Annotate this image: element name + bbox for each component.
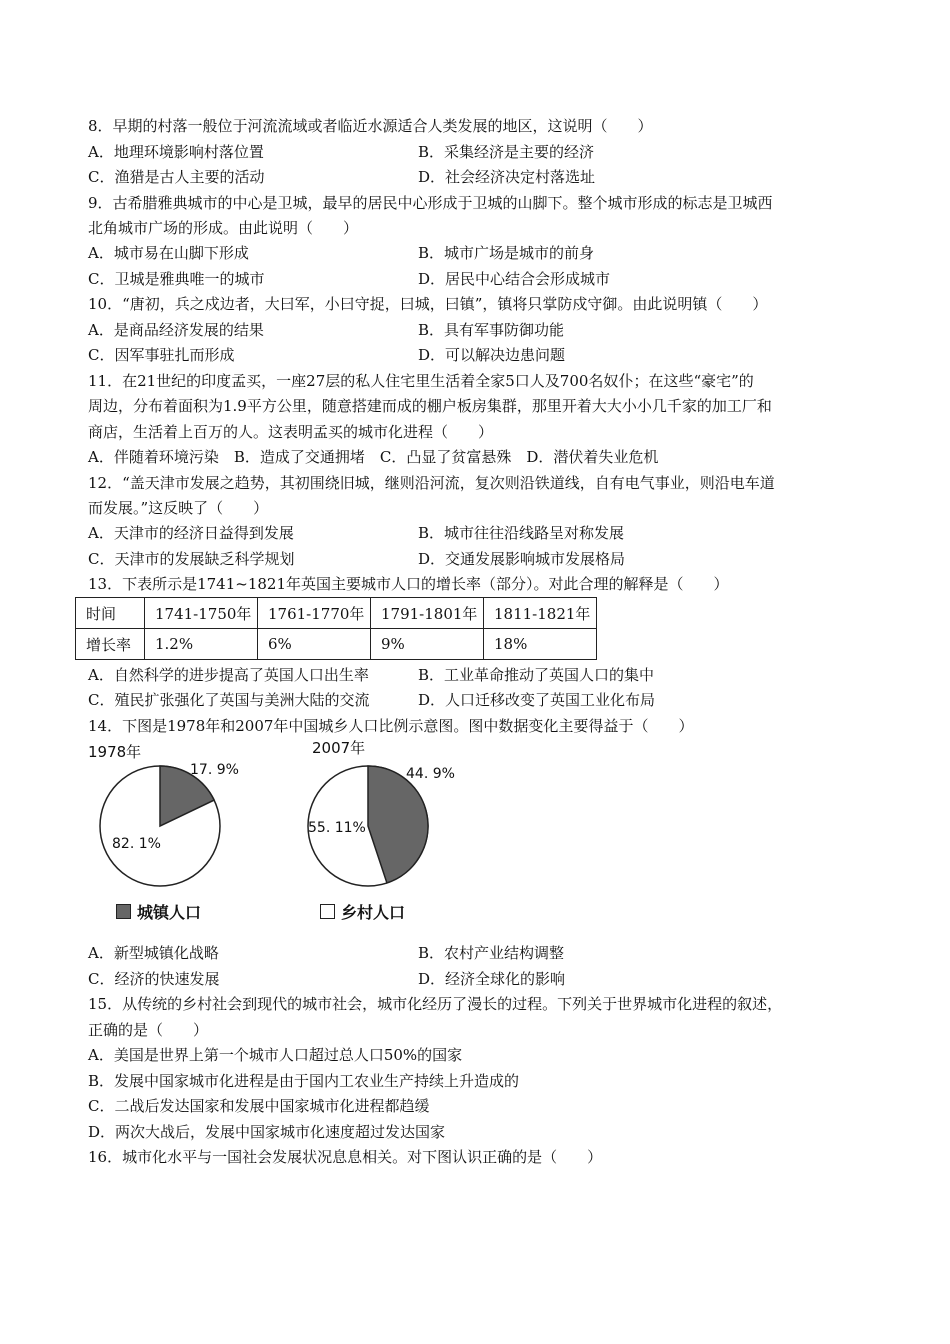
table-row-label: 增长率 (76, 629, 145, 660)
q14-option-a: A．新型城镇化战略 (88, 944, 219, 962)
q9-stem-line2: 北角城市广场的形成。由此说明（ ） (88, 219, 359, 237)
table-rate-3: 9% (371, 629, 484, 660)
q15-stem-line1: 15．从传统的乡村社会到现代的城市社会，城市化经历了漫长的过程。下列关于世界城市化进程的叙述， (88, 995, 783, 1013)
pie-label-urban: 44. 9% (406, 766, 455, 782)
legend-urban-label: 城镇人口 (137, 903, 202, 922)
q16-stem: 16．城市化水平与一国社会发展状况息息相关。对下图认识正确的是（ ） (88, 1148, 603, 1166)
q13-option-a: A．自然科学的进步提高了英国人口出生率 (88, 666, 369, 684)
table-rate-4: 18% (484, 629, 597, 660)
pie-2007-title: 2007年 (312, 739, 366, 757)
q12-option-d: D．交通发展影响城市发展格局 (418, 550, 626, 568)
q11-options: A．伴随着环境污染 B．造成了交通拥堵 C．凸显了贫富悬殊 D．潜伏着失业危机 (88, 448, 659, 466)
q14-option-d: D．经济全球化的影响 (418, 970, 566, 988)
legend-rural-swatch (320, 904, 335, 919)
q14-option-c: C．经济的快速发展 (88, 970, 220, 988)
q9-stem-line1: 9．古希腊雅典城市的中心是卫城，最早的居民中心形成于卫城的山脚下。整个城市形成的标志是卫城西 (88, 194, 773, 212)
q14-option-b: B．农村产业结构调整 (418, 944, 565, 962)
q8-option-b: B．采集经济是主要的经济 (418, 143, 595, 161)
legend-rural (320, 900, 405, 923)
q10-stem: 10．“唐初，兵之戍边者，大曰军，小曰守捉，曰城，曰镇”，镇将只掌防戍守御。由此说明镇（ ） (88, 295, 768, 313)
q8-option-a: A．地理环境影响村落位置 (88, 143, 264, 161)
legend-urban-swatch (116, 904, 131, 919)
q9-option-c: C．卫城是雅典唯一的城市 (88, 270, 265, 288)
q15-option-b: B．发展中国家城市化进程是由于国内工农业生产持续上升造成的 (88, 1072, 520, 1090)
table-period-3: 1791-1801年 (371, 598, 484, 629)
legend-rural-label: 乡村人口 (341, 903, 406, 922)
q15-option-a: A．美国是世界上第一个城市人口超过总人口50%的国家 (88, 1046, 463, 1064)
pie-label-rural: 55. 11% (308, 820, 366, 836)
q9-option-d: D．居民中心结合会形成城市 (418, 270, 611, 288)
q12-stem-line2: 而发展。”这反映了（ ） (88, 499, 269, 517)
pie-chart-2007 (298, 756, 455, 896)
q13-option-b: B．工业革命推动了英国人口的集中 (418, 666, 655, 684)
pie-label-rural: 82. 1% (112, 836, 161, 852)
q14-stem: 14．下图是1978年和2007年中国城乡人口比例示意图。图中数据变化主要得益于（ ） (88, 717, 694, 735)
pie-chart-1978 (90, 756, 239, 896)
table-header-label: 时间 (76, 598, 145, 629)
q11-stem-line1: 11．在21世纪的印度孟买，一座27层的私人住宅里生活着全家5口人及700名奴仆；在这些“豪宅”的 (88, 372, 754, 390)
q12-option-c: C．天津市的发展缺乏科学规划 (88, 550, 295, 568)
table-rate-1: 1.2% (145, 629, 258, 660)
q8-option-c: C．渔猎是古人主要的活动 (88, 168, 265, 186)
pie-1978-title: 1978年 (88, 743, 142, 761)
table-header-row (76, 598, 597, 629)
table-period-1: 1741-1750年 (145, 598, 258, 629)
q13-option-d: D．人口迁移改变了英国工业化布局 (418, 691, 656, 709)
q11-stem-line3: 商店，生活着上百万的人。这表明孟买的城市化进程（ ） (88, 423, 494, 441)
q8-option-d: D．社会经济决定村落选址 (418, 168, 596, 186)
pie-label-urban: 17. 9% (190, 762, 239, 778)
q10-option-b: B．具有军事防御功能 (418, 321, 565, 339)
table-rate-2: 6% (258, 629, 371, 660)
q15-option-c: C．二战后发达国家和发展中国家城市化进程都趋缓 (88, 1097, 430, 1115)
q12-option-b: B．城市往往沿线路呈对称发展 (418, 524, 625, 542)
q11-stem-line2: 周边，分布着面积为1.9平方公里，随意搭建而成的棚户板房集群，那里开着大大小小几千家的加工厂和 (88, 397, 772, 415)
q12-option-a: A．天津市的经济日益得到发展 (88, 524, 294, 542)
q9-option-a: A．城市易在山脚下形成 (88, 244, 249, 262)
q9-option-b: B．城市广场是城市的前身 (418, 244, 595, 262)
q10-option-d: D．可以解决边患问题 (418, 346, 566, 364)
q10-option-c: C．因军事驻扎而形成 (88, 346, 235, 364)
q13-option-c: C．殖民扩张强化了英国与美洲大陆的交流 (88, 691, 370, 709)
table-period-2: 1761-1770年 (258, 598, 371, 629)
q8-stem: 8．早期的村落一般位于河流流域或者临近水源适合人类发展的地区，这说明（ ） (88, 117, 653, 135)
q13-stem: 13．下表所示是1741~1821年英国主要城市人口的增长率（部分）。对此合理的解释是（ ） (88, 575, 729, 593)
legend-urban (116, 900, 201, 923)
table-rate-row (76, 629, 597, 660)
q12-stem-line1: 12．“盖天津市发展之趋势，其初围绕旧城，继则沿河流，复次则沿铁道线，自有电气事业，则沿电车道 (88, 474, 775, 492)
table-period-4: 1811-1821年 (484, 598, 597, 629)
q10-option-a: A．是商品经济发展的结果 (88, 321, 264, 339)
q15-option-d: D．两次大战后，发展中国家城市化速度超过发达国家 (88, 1123, 446, 1141)
growth-rate-table (75, 597, 597, 660)
q15-stem-line2: 正确的是（ ） (88, 1021, 209, 1039)
